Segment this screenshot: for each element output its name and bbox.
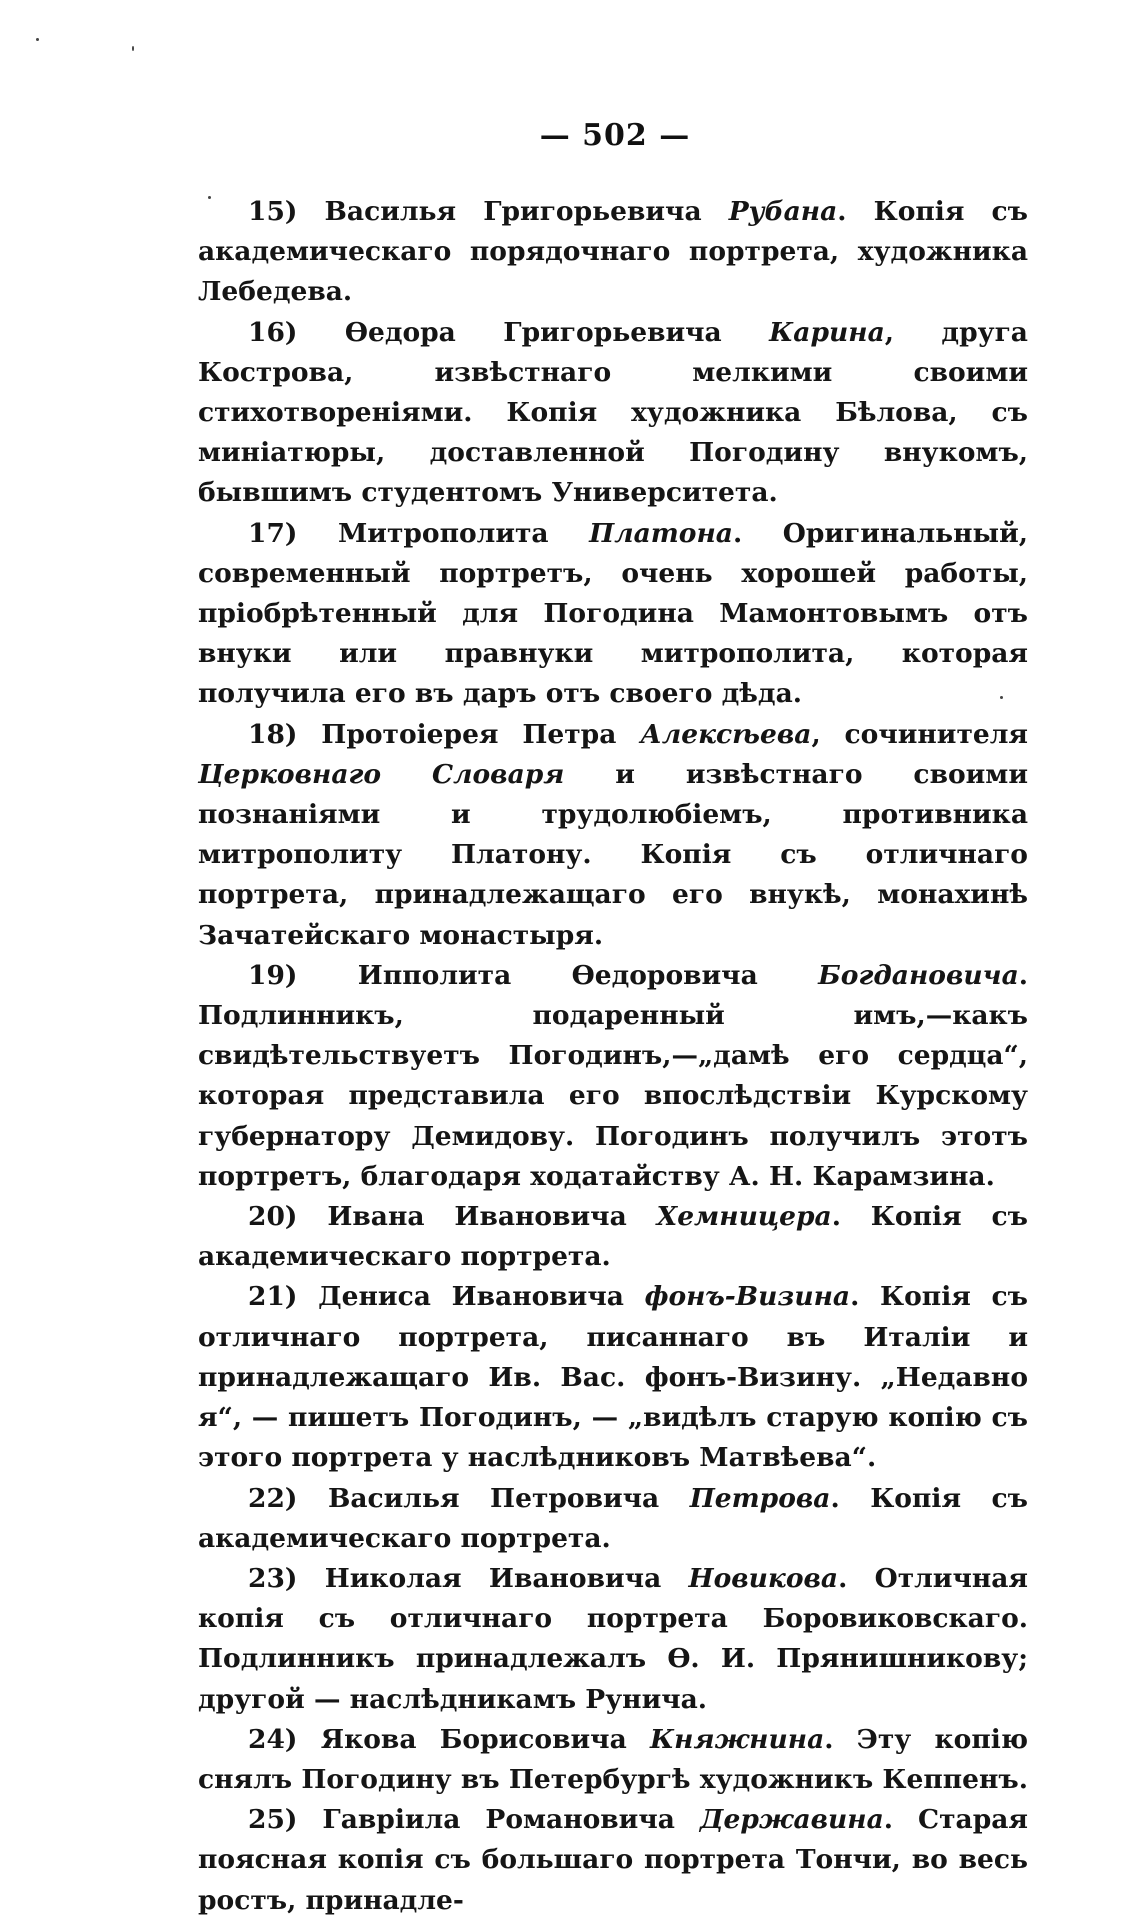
entry-number: 19) — [248, 959, 298, 991]
entry-16: 16) Өедора Григорьевича Карина, друга Кострова, извѣстнаго мелкими своими стихотвореніями. Копія художника Бѣлова, съ миніатюры, доставленной Погодину внукомъ, бывшимъ студентомъ Университета. — [198, 316, 1028, 509]
person-name: Платона — [589, 517, 733, 549]
entry-number: 22) — [248, 1482, 298, 1514]
entry-number: 21) — [248, 1281, 298, 1313]
entry-number: 25) — [248, 1804, 298, 1836]
entry-number: 24) — [248, 1723, 298, 1755]
entry-15: 15) Василья Григорьевича Рубана. Копія съ академическаго порядочнаго портрета, художника Лебедева. — [198, 196, 1028, 308]
entry-number: 17) — [248, 517, 298, 549]
person-name: фонъ-Визина — [644, 1281, 851, 1313]
print-speck — [36, 38, 39, 41]
page-number: — 502 — — [539, 118, 691, 153]
person-name: Карина — [769, 316, 885, 348]
entry-number: 16) — [248, 316, 298, 348]
entry-number: 15) — [248, 196, 298, 227]
person-name: Княжнина — [650, 1723, 825, 1755]
entry-22: 22) Василья Петровича Петрова. Копія съ академическаго портрета. — [198, 1482, 1028, 1554]
entry-number: 20) — [248, 1201, 298, 1233]
print-speck — [132, 46, 134, 51]
person-name: Петрова — [689, 1482, 831, 1514]
person-name: Хемницера — [656, 1201, 832, 1233]
person-name: Богдановича — [818, 959, 1019, 991]
person-name: Рубана — [728, 196, 838, 227]
entry-number: 23) — [248, 1562, 298, 1594]
entry-19: 19) Ипполита Өедоровича Богдановича. Подлинникъ, подаренный имъ,—какъ свидѣтельствуетъ Погодинъ,—„дамѣ его сердца“, которая представила его впослѣдствіи Курскому губернатору Демидову. Погодинъ получилъ этотъ портретъ, благодаря ходатайству А. Н. Карамзина. — [198, 959, 1028, 1192]
entry-17: 17) Митрополита Платона. Оригинальный, современный портретъ, очень хорошей работы, пріобрѣтенный для Погодина Мамонтовымъ отъ внуки или правнуки митрополита, которая получила его въ даръ отъ своего дѣда. — [198, 517, 1028, 710]
entry-21: 21) Дениса Ивановича фонъ-Визина. Копія съ отличнаго портрета, писаннаго въ Италіи и принадлежащаго Ив. Вас. фонъ-Визину. „Недавно я“, — пишетъ Погодинъ, — „видѣлъ старую копію съ этого портрета у наслѣдниковъ Матвѣева“. — [198, 1281, 1028, 1474]
entry-23: 23) Николая Ивановича Новикова. Отличная копія съ отличнаго портрета Боровиковскаго. Подлинникъ принадлежалъ Ө. И. Прянишникову; другой — наслѣдникамъ Рунича. — [198, 1562, 1028, 1715]
person-name: Державина — [699, 1804, 884, 1836]
book-title: Церковнаго Словаря — [198, 758, 565, 790]
person-name: Алексѣева — [640, 718, 812, 750]
person-name: Новикова — [688, 1562, 839, 1594]
entry-20: 20) Ивана Ивановича Хемницера. Копія съ академическаго портрета. — [198, 1201, 1028, 1273]
entry-24: 24) Якова Борисовича Княжнина. Эту копію снялъ Погодину въ Петербургѣ художникъ Кеппенъ. — [198, 1723, 1028, 1795]
entry-number: 18) — [248, 718, 298, 750]
entry-25: 25) Гавріила Романовича Державина. Старая поясная копія съ большаго портрета Тончи, во весь ростъ, принадле- — [198, 1804, 1028, 1916]
entry-18: 18) Протоіерея Петра Алексѣева, сочинителя Церковнаго Словаря и извѣстнаго своими познаніями и трудолюбіемъ, противника митрополиту Платону. Копія съ отличнаго портрета, принадлежащаго его внукѣ, монахинѣ Зачатейскаго монастыря. — [198, 718, 1028, 951]
body-text — [198, 192, 1028, 1921]
